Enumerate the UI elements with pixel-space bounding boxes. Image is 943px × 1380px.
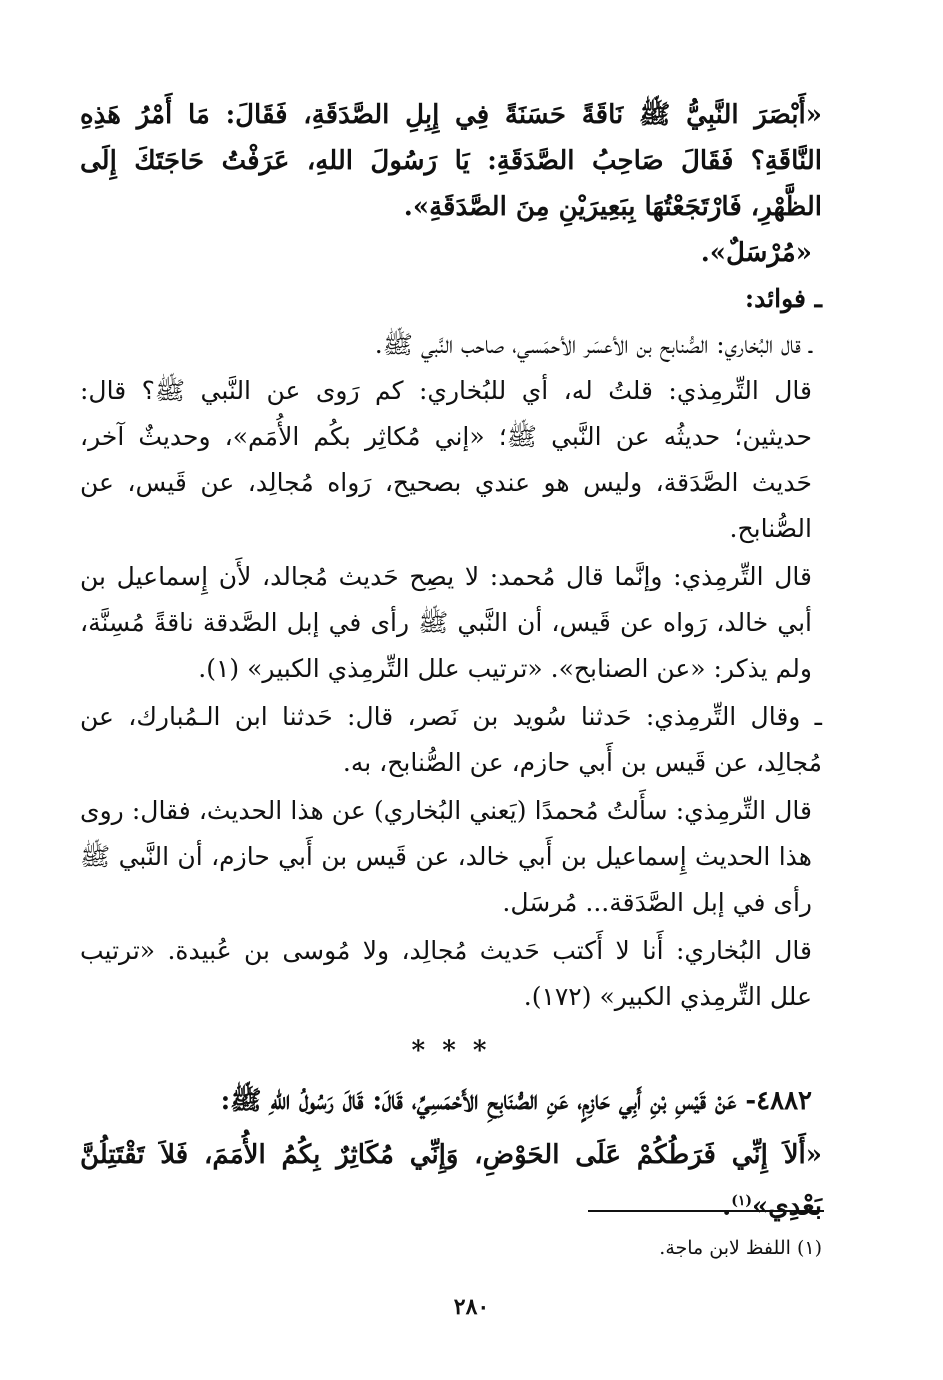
fawaid-paragraph-6: قال البُخاري: أَنا لا أَكتب حَديث مُجالِد، ولا مُوسى بن عُبيدة. «ترتيب علل التِّرمِذي الكبير» (١٧٢). — [80, 936, 812, 1011]
footnote-reference[interactable]: (١) — [731, 1193, 752, 1209]
section-separator: * * * — [411, 1036, 491, 1066]
fawaid-paragraph-3: قال التِّرمِذي: وإنَّما قال مُحمد: لا يصِح حَديث مُجالد، لأَن إِسماعيل بن أبي خالد، رَواه عن قَيس، أن النَّبي ﷺ رأى في إبل الصَّدقة ناقةً مُسِنَّة، ولم يذكر: «عن الصنابح». «ترتيب علل التِّرمِذي الكبير» (١). — [80, 562, 812, 683]
footnote: (١) اللفظ لابن ماجة. — [659, 1237, 822, 1259]
fawaid-heading: ـ فوائد: — [744, 284, 822, 313]
hadith-4882-end: . — [722, 1191, 732, 1222]
hadith-grade: «مُرْسَلٌ». — [700, 238, 812, 268]
previous-hadith-text: «أَبْصَرَ النَّبِيُّ ﷺ نَاقَةً حَسَنَةً فِي إِبِلِ الصَّدَقَةِ، فَقَالَ: مَا أَمْرُ هَذِهِ النَّاقَةِ؟ فَقَالَ صَاحِبُ الصَّدَقَةِ: يَا رَسُولَ اللهِ، عَرَفْتُ حَاجَتَكَ إِلَى الظَّهْرِ، فَارْتَجَعْتُهَا بِبَعِيرَيْنِ مِنَ الصَّدَقَةِ». — [80, 100, 822, 222]
fawaid-paragraph-2: قال التِّرمِذي: قلتُ له، أي للبُخاري: كم رَوى عن النَّبي ﷺ؟ قال: حديثين؛ حديثُه عن النَّبي ﷺ؛ «إني مُكاثِر بكُم الأُمَم»، وحديثٌ آخر، حَديث الصَّدَقة، وليس هو عندي بصحيح، رَواه مُجالِد، عن قَيس، عن الصُّنابح. — [80, 376, 812, 543]
page-body — [80, 92, 822, 1230]
page-number: ٢٨٠ — [453, 1294, 490, 1320]
hadith-4882-matn — [80, 1132, 822, 1230]
fawaid-paragraph-4: ـ وقال التِّرمِذي: حَدثنا سُويد بن نَصر، قال: حَدثنا ابن الـمُبارك، عن مُجالِد، عن قَيس بن أَبي حازم، عن الصُّنابح، به. — [80, 702, 822, 777]
hadith-4882-isnad: ٤٨٨٢- عَنْ قَيْسِ بْنِ أَبِي حَازِمٍ، عَنِ الصُّنَابِحِ الأَحْمَسِيِّ، قَالَ: قَالَ رَسُولُ اللهِ ﷺ: — [220, 1086, 812, 1116]
hadith-4882-matn-text: «أَلاَ إِنِّي فَرَطُكُمْ عَلَى الحَوْضِ، وَإِنِّي مُكَاثِرٌ بِكُمُ الأُمَمَ، فَلاَ تَقْتَتِلُنَّ بَعْدِي» — [80, 1140, 822, 1222]
footnote-separator-line — [588, 1210, 824, 1212]
fawaid-paragraph-1: ـ قال البُخاري: الصُّنابح بن الأعسَر الأحمَسي، صاحب النَّبي ﷺ. — [374, 330, 812, 359]
fawaid-paragraph-5: قال التِّرمِذي: سأَلتُ مُحمدًا (يَعني البُخاري) عن هذا الحديث، فقال: روى هذا الحديث إِسماعيل بن أَبي خالد، عن قَيس بن أَبي حازم، أن النَّبي ﷺ رأى في إبل الصَّدَقة... مُرسَل. — [80, 796, 812, 917]
